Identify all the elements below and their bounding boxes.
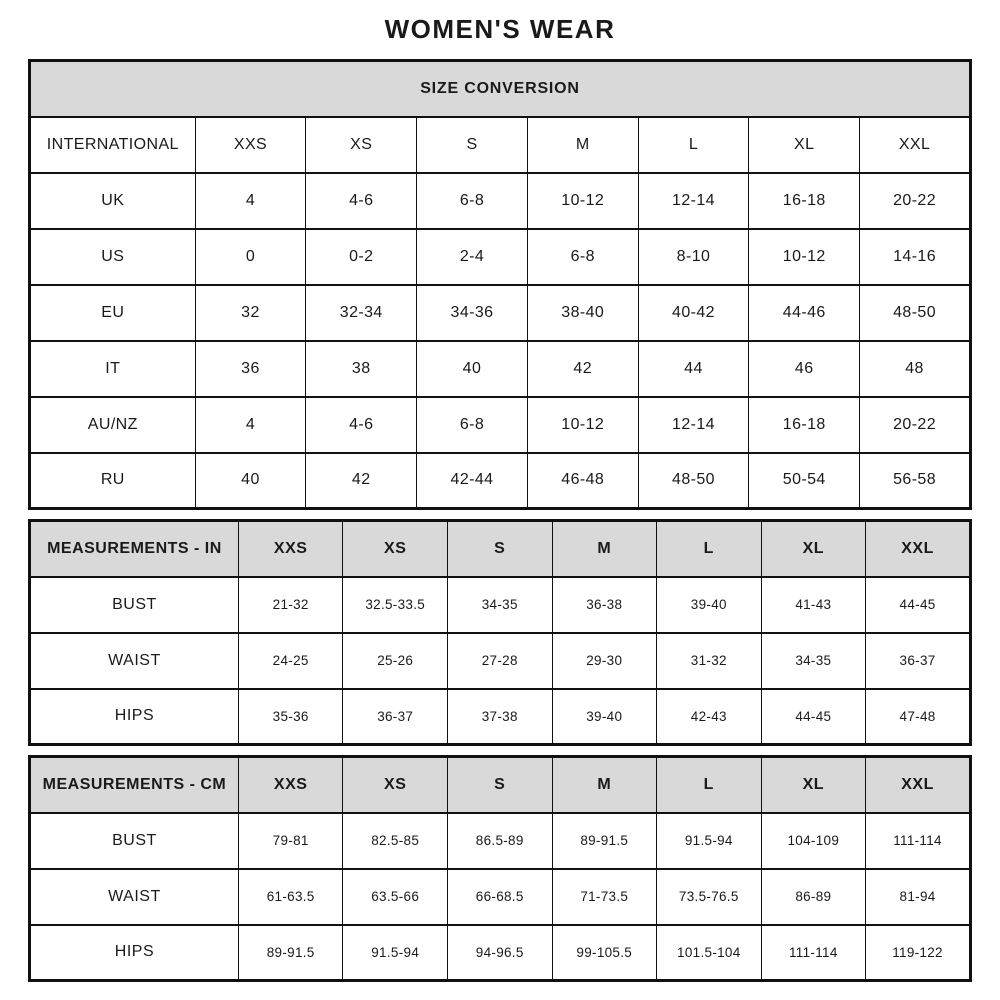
measurements_in-header-cell: XXS [238, 521, 343, 577]
value-cell: 73.5-76.5 [657, 869, 762, 925]
value-cell: 46 [749, 341, 860, 397]
measurements_cm-header-cell: XL [761, 757, 866, 813]
value-cell: 104-109 [761, 813, 866, 869]
measurements_cm-header-cell: MEASUREMENTS - CM [30, 757, 239, 813]
row-label: WAIST [30, 869, 239, 925]
value-cell: 35-36 [238, 689, 343, 745]
value-cell: 8-10 [638, 229, 749, 285]
value-cell: 37-38 [447, 689, 552, 745]
value-cell: 36-37 [866, 633, 971, 689]
value-cell: 48 [860, 341, 971, 397]
value-cell: 41-43 [761, 577, 866, 633]
row-label: HIPS [30, 689, 239, 745]
value-cell: 99-105.5 [552, 925, 657, 981]
value-cell: 42 [527, 341, 638, 397]
value-cell: 0 [195, 229, 306, 285]
value-cell: 38-40 [527, 285, 638, 341]
table-row [30, 869, 971, 925]
value-cell: 46-48 [527, 453, 638, 509]
value-cell: 39-40 [657, 577, 762, 633]
value-cell: 20-22 [860, 397, 971, 453]
value-cell: 34-36 [417, 285, 528, 341]
value-cell: 42 [306, 453, 417, 509]
value-cell: 44-45 [761, 689, 866, 745]
measurements_in-header-cell: XS [343, 521, 448, 577]
value-cell: 6-8 [417, 173, 528, 229]
row-label: HIPS [30, 925, 239, 981]
value-cell: 47-48 [866, 689, 971, 745]
value-cell: 24-25 [238, 633, 343, 689]
size_conversion-header-cell: M [527, 117, 638, 173]
value-cell: 4-6 [306, 397, 417, 453]
table-row [30, 173, 971, 229]
value-cell: 48-50 [638, 453, 749, 509]
value-cell: 111-114 [761, 925, 866, 981]
measurements_in-header-cell: M [552, 521, 657, 577]
value-cell: 20-22 [860, 173, 971, 229]
value-cell: 56-58 [860, 453, 971, 509]
value-cell: 44 [638, 341, 749, 397]
value-cell: 4 [195, 397, 306, 453]
value-cell: 34-35 [761, 633, 866, 689]
row-label: UK [30, 173, 196, 229]
value-cell: 14-16 [860, 229, 971, 285]
measurements_cm-header-cell: S [447, 757, 552, 813]
value-cell: 0-2 [306, 229, 417, 285]
value-cell: 39-40 [552, 689, 657, 745]
measurements_in-header-cell: XXL [866, 521, 971, 577]
value-cell: 89-91.5 [552, 813, 657, 869]
value-cell: 111-114 [866, 813, 971, 869]
value-cell: 79-81 [238, 813, 343, 869]
size_conversion-header-cell: S [417, 117, 528, 173]
measurements_cm-header-cell: XS [343, 757, 448, 813]
value-cell: 63.5-66 [343, 869, 448, 925]
size-conversion-table [28, 59, 972, 510]
value-cell: 42-44 [417, 453, 528, 509]
value-cell: 91.5-94 [343, 925, 448, 981]
value-cell: 21-32 [238, 577, 343, 633]
value-cell: 16-18 [749, 173, 860, 229]
value-cell: 42-43 [657, 689, 762, 745]
value-cell: 36 [195, 341, 306, 397]
size_conversion-header-cell: XS [306, 117, 417, 173]
table-row [30, 813, 971, 869]
measurements_cm-header-cell: M [552, 757, 657, 813]
table-row [30, 453, 971, 509]
value-cell: 61-63.5 [238, 869, 343, 925]
row-label: IT [30, 341, 196, 397]
table-row [30, 925, 971, 981]
value-cell: 4 [195, 173, 306, 229]
row-label: RU [30, 453, 196, 509]
table-row [30, 689, 971, 745]
value-cell: 94-96.5 [447, 925, 552, 981]
measurements_cm-header-cell: XXL [866, 757, 971, 813]
value-cell: 34-35 [447, 577, 552, 633]
value-cell: 10-12 [749, 229, 860, 285]
value-cell: 44-46 [749, 285, 860, 341]
value-cell: 50-54 [749, 453, 860, 509]
value-cell: 86-89 [761, 869, 866, 925]
measurements_in-header-cell: XL [761, 521, 866, 577]
value-cell: 48-50 [860, 285, 971, 341]
value-cell: 10-12 [527, 173, 638, 229]
value-cell: 16-18 [749, 397, 860, 453]
value-cell: 2-4 [417, 229, 528, 285]
value-cell: 4-6 [306, 173, 417, 229]
value-cell: 38 [306, 341, 417, 397]
measurements_in-header-cell: MEASUREMENTS - IN [30, 521, 239, 577]
value-cell: 40 [195, 453, 306, 509]
value-cell: 119-122 [866, 925, 971, 981]
value-cell: 36-37 [343, 689, 448, 745]
measurements_cm-header-cell: L [657, 757, 762, 813]
row-label: EU [30, 285, 196, 341]
size_conversion-header-cell: XL [749, 117, 860, 173]
value-cell: 44-45 [866, 577, 971, 633]
table-row [30, 397, 971, 453]
value-cell: 40 [417, 341, 528, 397]
row-label: WAIST [30, 633, 239, 689]
table-row [30, 633, 971, 689]
value-cell: 86.5-89 [447, 813, 552, 869]
value-cell: 91.5-94 [657, 813, 762, 869]
measurements_in-header-cell: L [657, 521, 762, 577]
size_conversion-header-cell: L [638, 117, 749, 173]
value-cell: 40-42 [638, 285, 749, 341]
table-row [30, 577, 971, 633]
page-title: WOMEN'S WEAR [384, 14, 616, 44]
value-cell: 31-32 [657, 633, 762, 689]
size_conversion-header-cell: XXS [195, 117, 306, 173]
table-row [30, 341, 971, 397]
value-cell: 10-12 [527, 397, 638, 453]
value-cell: 101.5-104 [657, 925, 762, 981]
size_conversion-header-cell: XXL [860, 117, 971, 173]
row-label: BUST [30, 813, 239, 869]
row-label: BUST [30, 577, 239, 633]
value-cell: 6-8 [417, 397, 528, 453]
value-cell: 27-28 [447, 633, 552, 689]
measurements_in-header-cell: S [447, 521, 552, 577]
value-cell: 89-91.5 [238, 925, 343, 981]
table-row [30, 285, 971, 341]
value-cell: 82.5-85 [343, 813, 448, 869]
value-cell: 36-38 [552, 577, 657, 633]
value-cell: 32 [195, 285, 306, 341]
table-row [30, 229, 971, 285]
value-cell: 32-34 [306, 285, 417, 341]
value-cell: 71-73.5 [552, 869, 657, 925]
value-cell: 6-8 [527, 229, 638, 285]
row-label: AU/NZ [30, 397, 196, 453]
value-cell: 66-68.5 [447, 869, 552, 925]
measurements-in-table [28, 519, 972, 746]
measurements_cm-header-cell: XXS [238, 757, 343, 813]
value-cell: 29-30 [552, 633, 657, 689]
value-cell: 25-26 [343, 633, 448, 689]
value-cell: 12-14 [638, 173, 749, 229]
measurements-cm-table [28, 755, 972, 982]
value-cell: 81-94 [866, 869, 971, 925]
value-cell: 12-14 [638, 397, 749, 453]
size_conversion-banner: SIZE CONVERSION [30, 61, 971, 117]
size_conversion-header-cell: INTERNATIONAL [30, 117, 196, 173]
row-label: US [30, 229, 196, 285]
value-cell: 32.5-33.5 [343, 577, 448, 633]
